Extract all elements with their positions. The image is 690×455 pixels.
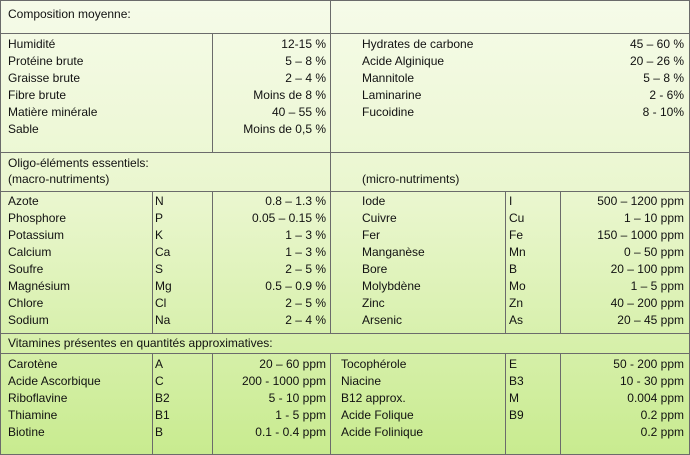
list-item: Iode [362, 194, 386, 208]
micro-symbols [509, 193, 526, 329]
list-item: 1 – 3 % [285, 245, 326, 259]
list-item: 0.5 – 0.9 % [265, 279, 326, 293]
list-item: Graisse brute [8, 71, 81, 85]
row-divider [0, 191, 690, 192]
row-divider [0, 333, 690, 334]
list-item: Calcium [8, 245, 52, 259]
list-item: Potassium [8, 228, 65, 242]
list-item: 0 – 50 ppm [623, 245, 684, 259]
list-item: Cl [155, 296, 167, 310]
list-item: Biotine [8, 425, 45, 439]
list-item: B [155, 425, 164, 439]
list-item: 2 – 5 % [285, 296, 326, 310]
list-item: 0.2 ppm [640, 408, 684, 422]
micro-names [362, 193, 425, 329]
list-item: Zinc [362, 296, 385, 310]
list-item: Sodium [8, 313, 49, 327]
list-item: Mn [509, 245, 526, 259]
composition-right-values [560, 36, 684, 121]
list-item: 0.8 – 1.3 % [265, 194, 326, 208]
list-item: 0.05 – 0.15 % [251, 211, 326, 225]
list-item: B1 [155, 408, 170, 422]
list-item: 1 – 5 ppm [630, 279, 684, 293]
list-item: 150 – 1000 ppm [597, 228, 684, 242]
list-item: Na [155, 313, 171, 327]
list-item: Molybdène [362, 279, 421, 293]
list-item: C [155, 374, 164, 388]
list-item: Cu [509, 211, 525, 225]
list-item: 500 – 1200 ppm [597, 194, 684, 208]
list-item: Riboflavine [8, 391, 68, 405]
list-item: Acide Ascorbique [8, 374, 101, 388]
column-divider [560, 191, 561, 333]
list-item: Acide Folinique [341, 425, 424, 439]
micro-values [562, 193, 684, 329]
list-item: A [155, 357, 164, 371]
list-item: B3 [509, 374, 524, 388]
list-item: B [509, 262, 518, 276]
list-item: I [509, 194, 513, 208]
column-divider [505, 191, 506, 333]
list-item: E [509, 357, 518, 371]
list-item: 12-15 % [281, 37, 326, 51]
list-item: Mannitole [362, 71, 415, 85]
column-divider [330, 353, 331, 454]
oligo-macro-heading: (macro-nutriments) [8, 172, 110, 186]
list-item: Phosphore [8, 211, 67, 225]
list-item: Manganèse [362, 245, 425, 259]
list-item: Fibre brute [8, 88, 67, 102]
list-item: 20 – 26 % [629, 54, 684, 68]
list-item: Bore [362, 262, 388, 276]
list-item: Mo [509, 279, 526, 293]
list-item: Azote [8, 194, 39, 208]
list-item: Hydrates de carbone [362, 37, 474, 51]
list-item: Mg [155, 279, 172, 293]
list-item: 1 – 10 ppm [623, 211, 684, 225]
list-item: 5 – 8 % [643, 71, 684, 85]
list-item: 20 – 60 ppm [259, 357, 326, 371]
list-item: 0.2 ppm [640, 425, 684, 439]
vitamin-left-values [214, 356, 326, 441]
list-item: Thiamine [8, 408, 58, 422]
list-item: B2 [155, 391, 170, 405]
list-item: 1 - 5 ppm [275, 408, 326, 422]
column-divider [212, 353, 213, 454]
list-item: 5 – 8 % [285, 54, 326, 68]
list-item: Moins de 0,5 % [243, 122, 326, 136]
list-item: Acide Alginique [362, 54, 445, 68]
composition-right-labels [362, 36, 473, 121]
list-item: Magnésium [8, 279, 71, 293]
column-divider [560, 353, 561, 454]
list-item: Ca [155, 245, 171, 259]
table-border-top [0, 0, 690, 1]
column-divider [505, 353, 506, 454]
list-item: 0.004 ppm [627, 391, 684, 405]
list-item: Tocophérole [341, 357, 407, 371]
vitamin-right-codes [509, 356, 524, 441]
list-item: 2 – 5 % [285, 262, 326, 276]
oligo-heading: Oligo-éléments essentiels: [8, 156, 149, 170]
row-divider [0, 152, 690, 153]
list-item: Arsenic [362, 313, 403, 327]
vitamin-right-names [341, 356, 423, 441]
list-item: Fucoidine [362, 105, 415, 119]
list-item: Laminarine [362, 88, 422, 102]
list-item: Cuivre [362, 211, 397, 225]
list-item: 20 – 100 ppm [610, 262, 684, 276]
list-item: P [155, 211, 164, 225]
macro-names [8, 193, 70, 329]
vitamin-right-values [562, 356, 684, 441]
list-item: S [155, 262, 164, 276]
list-item: N [155, 194, 164, 208]
oligo-micro-heading: (micro-nutriments) [362, 172, 460, 186]
list-item: B12 approx. [341, 391, 406, 405]
list-item: 10 - 30 ppm [619, 374, 684, 388]
list-item: Matière minérale [8, 105, 98, 119]
list-item: Zn [509, 296, 524, 310]
list-item: 8 - 10% [642, 105, 684, 119]
list-item: 45 – 60 % [629, 37, 684, 51]
list-item: As [509, 313, 524, 327]
list-item: Niacine [341, 374, 382, 388]
list-item: 2 - 6% [649, 88, 684, 102]
column-divider [212, 191, 213, 333]
list-item: 200 - 1000 ppm [241, 374, 326, 388]
table-border-left [0, 0, 1, 455]
list-item: M [509, 391, 519, 405]
list-item: 40 – 55 % [271, 105, 326, 119]
list-item: Fer [362, 228, 380, 242]
column-divider [330, 0, 331, 333]
row-divider [0, 353, 690, 354]
macro-symbols [155, 193, 172, 329]
column-divider [152, 191, 153, 333]
list-item: Moins de 8 % [253, 88, 326, 102]
list-item: Chlore [8, 296, 44, 310]
list-item: 20 – 45 ppm [617, 313, 684, 327]
list-item: 0.1 - 0.4 ppm [255, 425, 326, 439]
vitamin-left-names [8, 356, 101, 441]
list-item: 40 – 200 ppm [610, 296, 684, 310]
list-item: Soufre [8, 262, 44, 276]
list-item: Acide Folique [341, 408, 414, 422]
list-item: 5 - 10 ppm [268, 391, 326, 405]
list-item: 1 – 3 % [285, 228, 326, 242]
column-divider [152, 353, 153, 454]
list-item: Fe [509, 228, 524, 242]
list-item: Humidité [8, 37, 56, 51]
list-item: K [155, 228, 164, 242]
row-divider [0, 33, 690, 34]
composition-heading: Composition moyenne: [8, 7, 131, 21]
list-item [509, 424, 524, 441]
list-item: 2 – 4 % [285, 313, 326, 327]
list-item: Protéine brute [8, 54, 84, 68]
list-item: 2 – 4 % [285, 71, 326, 85]
macro-values [214, 193, 326, 329]
column-divider [212, 33, 213, 152]
composition-left-values [214, 36, 326, 138]
list-item: 50 - 200 ppm [613, 357, 684, 371]
vitamins-heading: Vitamines présentes en quantités approximatives: [8, 336, 273, 350]
list-item: B9 [509, 408, 524, 422]
list-item: Carotène [8, 357, 58, 371]
vitamin-left-codes [155, 356, 170, 441]
composition-left-labels [8, 36, 97, 138]
list-item: Sable [8, 122, 39, 136]
